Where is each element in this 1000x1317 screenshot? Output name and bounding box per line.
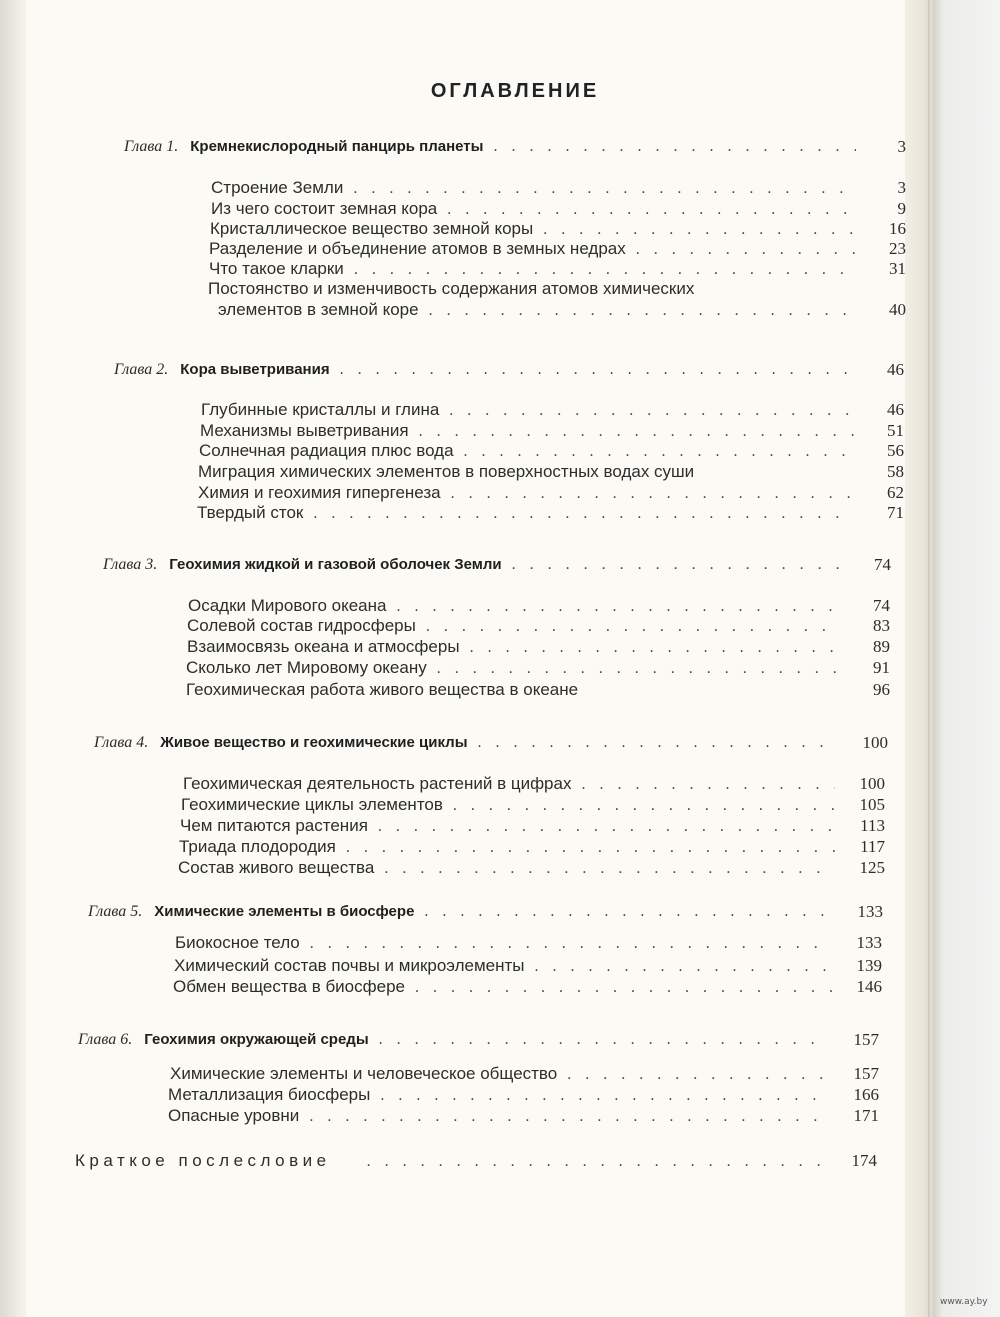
page-number: 89 bbox=[873, 637, 890, 656]
page-number: 146 bbox=[856, 977, 882, 996]
page-number: 113 bbox=[860, 816, 885, 835]
page-number: 9 bbox=[897, 199, 906, 218]
entry-title: Взаимосвязь океана и атмосферы bbox=[187, 637, 460, 656]
chapter-title: Живое вещество и геохимические циклы bbox=[160, 734, 468, 751]
page-number: 51 bbox=[887, 421, 904, 440]
dot-leader bbox=[378, 816, 835, 838]
dot-leader bbox=[353, 178, 856, 200]
page-number: 133 bbox=[856, 933, 882, 952]
toc-entry bbox=[211, 177, 906, 199]
chapter-6-row bbox=[78, 1029, 879, 1051]
dot-leader bbox=[415, 977, 832, 999]
toc-entry bbox=[179, 836, 885, 858]
entry-title: Что такое кларки bbox=[209, 259, 344, 278]
entry-title: Биокосное тело bbox=[175, 933, 300, 952]
entry-title: Опасные уровни bbox=[168, 1106, 300, 1125]
page-number: 83 bbox=[873, 616, 890, 635]
toc-entry bbox=[209, 238, 906, 260]
chapter-title: Кремнекислородный панцирь планеты bbox=[190, 138, 484, 155]
dot-leader bbox=[424, 901, 833, 923]
page-number: 74 bbox=[874, 555, 891, 574]
toc-entry bbox=[188, 595, 890, 617]
dot-leader bbox=[493, 136, 856, 158]
toc-entry bbox=[178, 857, 885, 879]
page-number: 56 bbox=[887, 441, 904, 460]
dot-leader bbox=[453, 795, 835, 817]
dot-leader bbox=[581, 774, 835, 796]
page-number: 133 bbox=[857, 902, 883, 921]
toc-entry-line2 bbox=[208, 299, 906, 321]
entry-title: Геохимическая работа живого вещества в океане bbox=[186, 680, 579, 699]
dot-leader bbox=[429, 300, 856, 322]
chapter-title: Кора выветривания bbox=[180, 361, 330, 378]
toc-entry bbox=[181, 794, 885, 816]
page-number: 171 bbox=[853, 1106, 879, 1125]
entry-title: Химия и геохимия гипергенеза bbox=[198, 483, 441, 502]
entry-title: Обмен вещества в биосфере bbox=[173, 977, 405, 996]
page-number: 125 bbox=[859, 858, 885, 877]
entry-title: Постоянство и изменчивость содержания атомов химических bbox=[208, 279, 695, 298]
entry-title: Миграция химических элементов в поверхностных водах суши bbox=[198, 462, 695, 481]
toc-entry bbox=[198, 482, 904, 504]
chapter-title: Химические элементы в биосфере bbox=[154, 903, 415, 920]
toc-entry bbox=[183, 773, 885, 795]
chapter-label: Глава 3. bbox=[103, 556, 158, 573]
chapter-label: Глава 4. bbox=[94, 734, 149, 751]
entry-title: Механизмы выветривания bbox=[200, 421, 409, 440]
dot-leader bbox=[426, 616, 840, 638]
entry-title: Строение Земли bbox=[211, 178, 344, 197]
toc-entry bbox=[197, 502, 904, 524]
entry-title: Сколько лет Мировому океану bbox=[186, 658, 427, 677]
page-number: 100 bbox=[862, 733, 888, 752]
dot-leader bbox=[470, 637, 840, 659]
dot-leader bbox=[478, 732, 838, 754]
page-fold bbox=[928, 0, 932, 1317]
toc-entry bbox=[210, 218, 906, 240]
entry-title: Химические элементы и человеческое общество bbox=[170, 1064, 558, 1083]
entry-title: Глубинные кристаллы и глина bbox=[201, 400, 440, 419]
toc-entry bbox=[209, 258, 906, 280]
dot-leader bbox=[464, 441, 854, 463]
dot-leader bbox=[313, 503, 854, 525]
page-number: 31 bbox=[889, 259, 906, 278]
page-left-edge bbox=[0, 0, 26, 1317]
dot-leader bbox=[340, 359, 854, 381]
entry-title: Солнечная радиация плюс вода bbox=[199, 441, 454, 460]
page-number: 40 bbox=[889, 300, 906, 319]
page-number: 157 bbox=[853, 1030, 879, 1049]
page-number: 3 bbox=[897, 178, 906, 197]
dot-leader bbox=[309, 1106, 829, 1128]
page-number: 96 bbox=[873, 680, 890, 699]
page-number: 46 bbox=[887, 400, 904, 419]
dot-leader bbox=[310, 933, 832, 955]
entry-title: Геохимическая деятельность растений в цифрах bbox=[183, 774, 572, 793]
entry-title: Химический состав почвы и микроэлементы bbox=[174, 956, 525, 975]
dot-leader bbox=[512, 554, 841, 576]
dot-leader bbox=[535, 956, 832, 978]
dot-leader bbox=[379, 1029, 829, 1051]
dot-leader bbox=[380, 1085, 829, 1107]
entry-title: Разделение и объединение атомов в земных недрах bbox=[209, 239, 626, 258]
chapter-3-row bbox=[103, 554, 891, 576]
page-number: 74 bbox=[873, 596, 890, 615]
page-number: 91 bbox=[873, 658, 890, 677]
chapter-2-row bbox=[114, 359, 904, 381]
toc-entry bbox=[180, 815, 885, 837]
toc-entry bbox=[200, 420, 904, 442]
entry-title: Чем питаются растения bbox=[180, 816, 368, 835]
next-page-edge bbox=[905, 0, 1000, 1317]
entry-title: Твердый сток bbox=[197, 503, 304, 522]
watermark: www.ay.by bbox=[940, 1297, 988, 1307]
dot-leader bbox=[384, 858, 835, 880]
entry-title: Металлизация биосферы bbox=[168, 1085, 371, 1104]
page-number: 117 bbox=[860, 837, 885, 856]
page-number: 71 bbox=[887, 503, 904, 522]
chapter-title: Геохимия окружающей среды bbox=[144, 1031, 369, 1048]
afterword-row bbox=[75, 1150, 877, 1172]
chapter-label: Глава 2. bbox=[114, 361, 169, 378]
chapter-4-row bbox=[94, 732, 888, 754]
dot-leader bbox=[367, 1151, 827, 1173]
entry-title: Триада плодородия bbox=[179, 837, 336, 856]
page-number: 23 bbox=[889, 239, 906, 258]
toc-entry bbox=[186, 657, 890, 679]
entry-title: Солевой состав гидросферы bbox=[187, 616, 416, 635]
chapter-title: Геохимия жидкой и газовой оболочек Земли bbox=[169, 556, 502, 573]
toc-entry bbox=[199, 440, 904, 462]
page-number: 58 bbox=[887, 462, 904, 481]
page-number: 62 bbox=[887, 483, 904, 502]
chapter-5-row bbox=[88, 901, 883, 923]
toc-entry bbox=[174, 955, 882, 977]
toc-entry bbox=[187, 636, 890, 658]
page-number: 46 bbox=[887, 360, 904, 379]
entry-title: Из чего состоит земная кора bbox=[211, 199, 438, 218]
page-number: 16 bbox=[889, 219, 906, 238]
toc-entry bbox=[168, 1084, 879, 1106]
toc-entry bbox=[187, 615, 890, 637]
chapter-1-row bbox=[124, 136, 906, 158]
page-number: 3 bbox=[897, 137, 906, 156]
chapter-label: Глава 1. bbox=[124, 138, 179, 155]
toc-entry bbox=[175, 932, 882, 954]
dot-leader bbox=[449, 400, 854, 422]
afterword-title: Краткое послесловие bbox=[75, 1151, 331, 1170]
dot-leader bbox=[437, 658, 840, 680]
page-number: 166 bbox=[853, 1085, 879, 1104]
entry-title: Кристаллическое вещество земной коры bbox=[210, 219, 534, 238]
toc-entry bbox=[211, 198, 906, 220]
entry-title-continuation: элементов в земной коре bbox=[218, 300, 419, 319]
page-number: 139 bbox=[856, 956, 882, 975]
chapter-label: Глава 5. bbox=[88, 903, 143, 920]
toc-entry bbox=[170, 1063, 879, 1085]
dot-leader bbox=[346, 837, 835, 859]
toc-entry bbox=[201, 399, 904, 421]
toc-entry-line1 bbox=[208, 278, 906, 300]
toc-entry bbox=[168, 1105, 879, 1127]
dot-leader bbox=[567, 1064, 829, 1086]
page-number: 100 bbox=[859, 774, 885, 793]
chapter-label: Глава 6. bbox=[78, 1031, 133, 1048]
entry-title: Осадки Мирового океана bbox=[188, 596, 387, 615]
page-number: 174 bbox=[851, 1151, 877, 1170]
entry-title: Состав живого вещества bbox=[178, 858, 375, 877]
toc-entry bbox=[173, 976, 882, 998]
page-number: 105 bbox=[859, 795, 885, 814]
entry-title: Геохимические циклы элементов bbox=[181, 795, 443, 814]
toc-entry bbox=[198, 461, 904, 483]
toc-title: ОГЛАВЛЕНИЕ bbox=[430, 80, 600, 102]
toc-entry bbox=[186, 679, 890, 701]
page-number: 157 bbox=[853, 1064, 879, 1083]
